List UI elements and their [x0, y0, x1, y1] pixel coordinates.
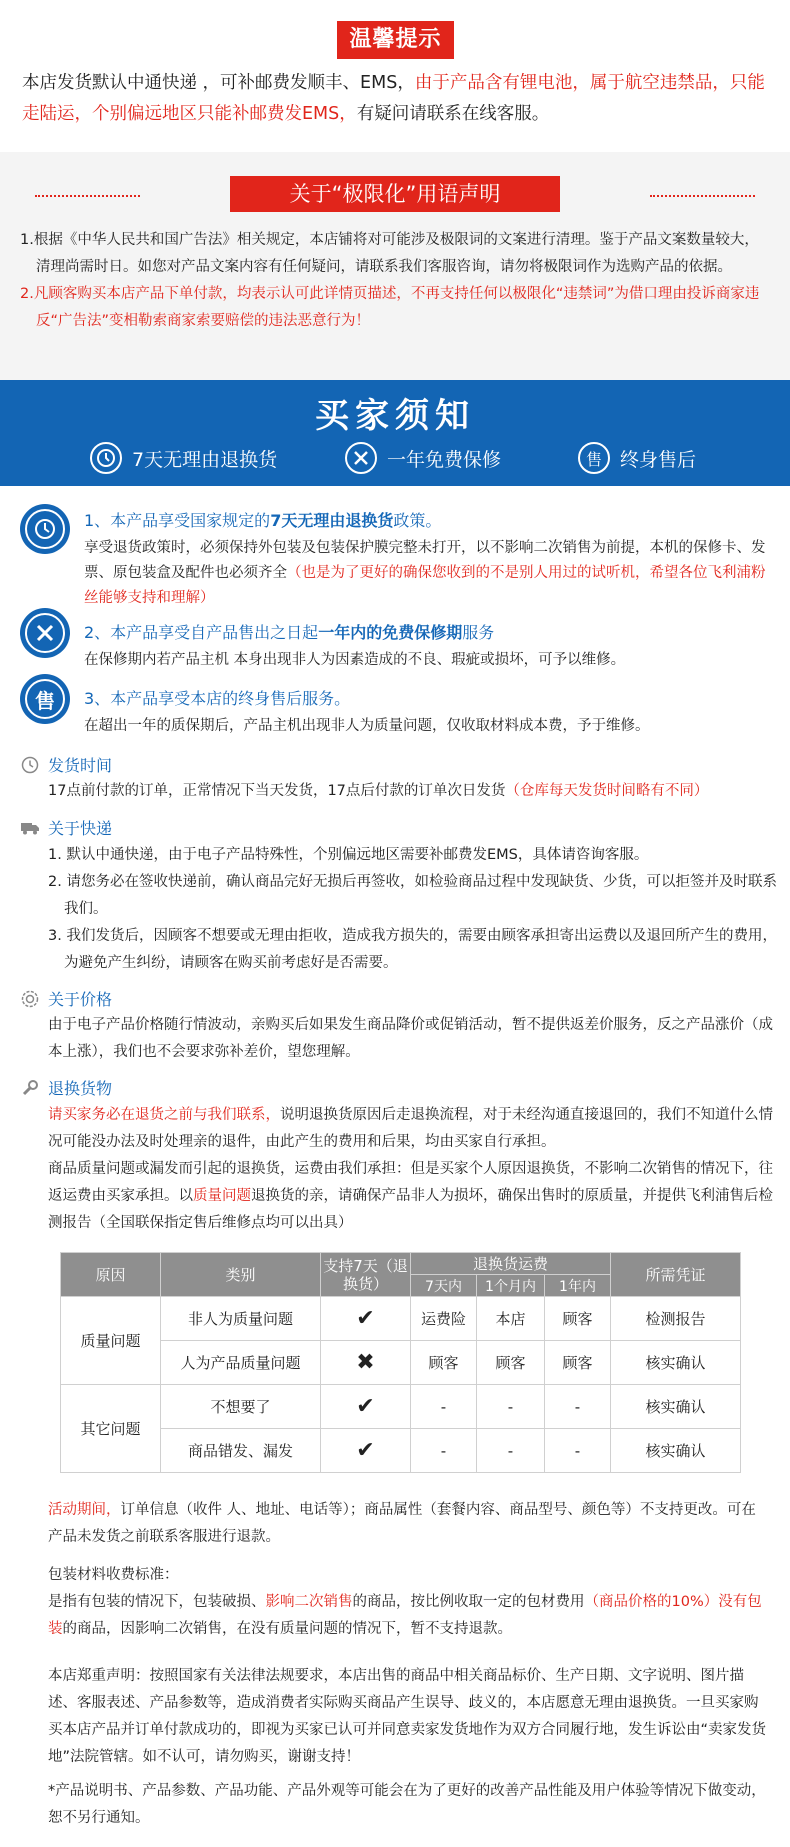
wrench-icon	[20, 1078, 40, 1098]
declaration-body	[20, 227, 760, 335]
shipping-notice	[0, 0, 790, 152]
policy-heading-post: 政策。	[393, 511, 442, 530]
declaration-p2: 2.凡顾客购买本店产品下单付款，均表示认可此详情页描述，不再支持任何以极限化“违禁词”为借口理由投诉商家违反“广告法”变相勒索商家索要赔偿的违法恶意行为！	[20, 286, 760, 329]
cell-1y: -	[545, 1429, 611, 1473]
cell-1m: 本店	[477, 1297, 545, 1341]
express-list	[48, 842, 778, 977]
banner-item-warranty	[345, 440, 501, 476]
packaging-text-3: 的商品，因影响二次销售，在没有质量问题的情况下，暂不支持退款。	[62, 1621, 512, 1637]
cell-1y: 顾客	[545, 1297, 611, 1341]
cell-1m: -	[477, 1429, 545, 1473]
packaging-text-1: 是指有包装的情况下，包装破损、	[48, 1594, 266, 1610]
truck-icon	[20, 818, 40, 838]
cell-proof: 核实确认	[611, 1341, 741, 1385]
divider	[35, 195, 140, 197]
price-text: 由于电子产品价格随行情波动，亲购买后如果发生商品降价或促销活动，暂不提供返差价服务，反之产品涨价（成本上涨），我们也不会要求弥补差价，望您理解。	[48, 1017, 773, 1060]
returns-warning: 请买家务必在退货之前与我们联系，	[48, 1107, 280, 1123]
activity-label: 活动期间，	[48, 1502, 121, 1518]
policy-heading-post: 服务	[462, 623, 495, 642]
cell-proof: 核实确认	[611, 1429, 741, 1473]
returns-title	[20, 1076, 112, 1099]
banner-item-label: 终身售后	[620, 448, 697, 471]
cell-7d: -	[411, 1385, 477, 1429]
policy-heading-pre: 1、本产品享受国家规定的	[84, 511, 271, 530]
col-proof: 所需凭证	[611, 1253, 741, 1297]
group-quality: 质量问题	[61, 1297, 161, 1385]
shipping-time-main: 17点前付款的订单，正常情况下当天发货，17点后付款的订单次日发货	[48, 783, 506, 799]
col-1month: 1个月内	[477, 1275, 545, 1297]
section-title-label: 发货时间	[48, 756, 113, 775]
group-other: 其它问题	[61, 1385, 161, 1473]
declaration-title-row	[0, 172, 790, 212]
cell-7d: -	[411, 1429, 477, 1473]
clock-icon	[20, 755, 40, 775]
cell-1m: 顾客	[477, 1341, 545, 1385]
table-row	[61, 1385, 741, 1429]
col-support: 支持7天（退换货）	[321, 1253, 411, 1297]
col-type: 类别	[161, 1253, 321, 1297]
price-title	[20, 987, 112, 1010]
cell-type: 不想要了	[161, 1385, 321, 1429]
cell-1m: -	[477, 1385, 545, 1429]
policy-body-note: （也是为了更好的确保您收到的不是别人用过的试听机，希望各位飞利浦粉丝能够支持和理解）	[84, 565, 766, 606]
change-note: *产品说明书、产品参数、产品功能、产品外观等可能会在为了更好的改善产品性能及用户体验等情况下做变动，恕不另行通知。	[48, 1783, 766, 1826]
banner-items	[0, 440, 790, 476]
section-title-label: 退换货物	[48, 1079, 113, 1098]
table-row	[61, 1429, 741, 1473]
cell-7d: 运费险	[411, 1297, 477, 1341]
cell-type: 商品错发、漏发	[161, 1429, 321, 1473]
policy-heading-bold: 7天无理由退换货	[270, 511, 394, 530]
banner-item-returns	[90, 440, 277, 476]
notice-text-3: 有疑问请联系在线客服。	[356, 104, 550, 124]
returns-text	[48, 1102, 778, 1237]
packaging-text-2: 的商品，按比例收取一定的包材费用	[352, 1594, 585, 1610]
policy-heading	[84, 620, 494, 643]
table-row	[61, 1341, 741, 1385]
after-sale-glyph: 售	[25, 679, 65, 719]
express-title	[20, 816, 112, 839]
shipping-time-title	[20, 753, 112, 776]
cell-7d: 顾客	[411, 1341, 477, 1385]
cross-icon: ✖	[321, 1341, 411, 1385]
notice-text	[22, 68, 774, 130]
check-icon: ✔	[321, 1297, 411, 1341]
cell-type: 人为产品质量问题	[161, 1341, 321, 1385]
policy-heading	[84, 508, 441, 531]
activity-text: 订单信息（收件 人、地址、电话等）；商品属性（套餐内容、商品型号、颜色等）不支持更改。可在产品未发货之前联系客服进行退款。	[48, 1502, 756, 1545]
declaration-p1: 1.根据《中华人民共和国广告法》相关规定，本店铺将对可能涉及极限词的文案进行清理。鉴于产品文案数量较大，清理尚需时日。如您对产品文案内容有任何疑问，请联系我们客服咨询，请勿将极限词作为选购产品的依据。	[20, 232, 759, 275]
returns-text-3: 退换货的亲，请确保产品非人为损坏，确保出售时的原质量，并提供飞利浦售后检测报告（全国联保指定售后维修点均可以出具）	[48, 1188, 773, 1231]
packaging-red-2: （商品价格的10%）没有包装	[48, 1594, 762, 1637]
notice-text-1: 本店发货默认中通快递 ，可补邮费发顺丰、EMS，	[22, 73, 415, 93]
cell-type: 非人为质量问题	[161, 1297, 321, 1341]
returns-text-1: 说明退换货原因后走退换流程，对于未经沟通直接退回的，我们不知道什么情况可能没办法及时处理亲的退件，由此产生的费用和后果，均由买家自行承担。	[48, 1107, 773, 1150]
shipping-time-text	[48, 778, 778, 805]
cell-proof: 核实确认	[611, 1385, 741, 1429]
col-reason: 原因	[61, 1253, 161, 1297]
declaration-title: 关于“极限化”用语声明	[230, 176, 560, 212]
check-icon: ✔	[321, 1385, 411, 1429]
buyer-notice-banner	[0, 380, 790, 486]
col-1year: 1年内	[545, 1275, 611, 1297]
col-fee: 退换货运费	[411, 1253, 611, 1275]
table-header-row	[61, 1253, 741, 1275]
tools-icon	[20, 608, 70, 658]
returns-quality: 质量问题	[193, 1188, 251, 1204]
clock-icon	[20, 504, 70, 554]
returns-table	[60, 1252, 741, 1473]
list-item: 3. 我们发货后，因顾客不想要或无理由拒收，造成我方损失的，需要由顾客承担寄出运费以及退回所产生的费用，为避免产生纠纷，请顾客在购买前考虑好是否需要。	[48, 928, 777, 971]
banner-item-after-sale	[578, 440, 696, 476]
policy-heading-pre: 2、本产品享受自产品售出之日起	[84, 623, 319, 642]
after-sale-icon	[20, 674, 70, 724]
shipping-time-note: （仓库每天发货时间略有不同）	[505, 783, 709, 799]
cell-proof: 检测报告	[611, 1297, 741, 1341]
divider	[650, 195, 755, 197]
packaging-red-1: 影响二次销售	[265, 1594, 353, 1610]
check-icon: ✔	[321, 1429, 411, 1473]
gear-icon	[20, 989, 40, 1009]
policy-heading: 3、本产品享受本店的终身售后服务。	[84, 689, 351, 708]
policy-body-text: 享受退货政策时，必须保持外包装及包装保护膜完整未打开，以不影响二次销售为前提，本机的保修卡、发票、原包装盒及配件也必须齐全	[84, 540, 766, 581]
cell-1y: -	[545, 1385, 611, 1429]
cell-1y: 顾客	[545, 1341, 611, 1385]
policy-body: 在保修期内若产品主机 本身出现非人为因素造成的不良、瑕疵或损坏，可予以维修。	[84, 652, 626, 668]
packaging-title: 包装材料收费标准：	[48, 1567, 179, 1583]
section-title-label: 关于快递	[48, 819, 113, 838]
returns-text-2: 商品质量问题或漏发而引起的退换货，运费由我们承担：但是买家个人原因退换货，不影响二次销售的情况下，往返运费由买家承担。以	[48, 1161, 773, 1204]
list-item: 2. 请您务必在签收快递前，确认商品完好无损后再签收，如检验商品过程中发现缺货、少货，可以拒签并及时联系我们。	[48, 874, 777, 917]
notice-text-2: 由于产品含有锂电池，属于航空违禁品，只能走陆运，个别偏远地区只能补邮费发EMS，	[22, 73, 765, 124]
packaging-note	[48, 1562, 768, 1643]
banner-item-label: 7天无理由退换货	[132, 448, 278, 471]
banner-item-label: 一年免费保修	[387, 448, 502, 471]
tools-icon	[345, 442, 377, 474]
notice-badge: 温馨提示	[337, 21, 454, 59]
after-sale-icon: 售	[578, 442, 610, 474]
col-7days: 7天内	[411, 1275, 477, 1297]
declaration-section	[0, 152, 790, 380]
packaging-text	[48, 1589, 768, 1643]
policy-body: 在超出一年的质保期后，产品主机出现非人为质量问题，仅收取材料成本费，予于维修。	[84, 718, 650, 734]
clock-icon	[90, 442, 122, 474]
policy-body	[84, 536, 774, 611]
section-title-label: 关于价格	[48, 990, 113, 1009]
list-item: 1. 默认中通快递，由于电子产品特殊性，个别偏远地区需要补邮费发EMS，具体请咨询客服。	[48, 847, 649, 863]
table-row	[61, 1297, 741, 1341]
policy-heading-bold: 一年内的免费保修期	[318, 623, 463, 642]
activity-note	[48, 1497, 768, 1551]
banner-title: 买家须知	[315, 396, 475, 436]
solemn-statement: 本店郑重声明：按照国家有关法律法规要求，本店出售的商品中相关商品标价、生产日期、文字说明、图片描述、客服表述、产品参数等，造成消费者实际购买商品产生误导、歧义的，本店愿意无理由退换货。一旦买家购买本店产品并订单付款成功的，即视为买家已认可并同意卖家发货地作为双方合同履行地，发生诉讼由“卖家发货地”法院管辖。如不认可，请勿购买，谢谢支持！	[48, 1668, 767, 1765]
